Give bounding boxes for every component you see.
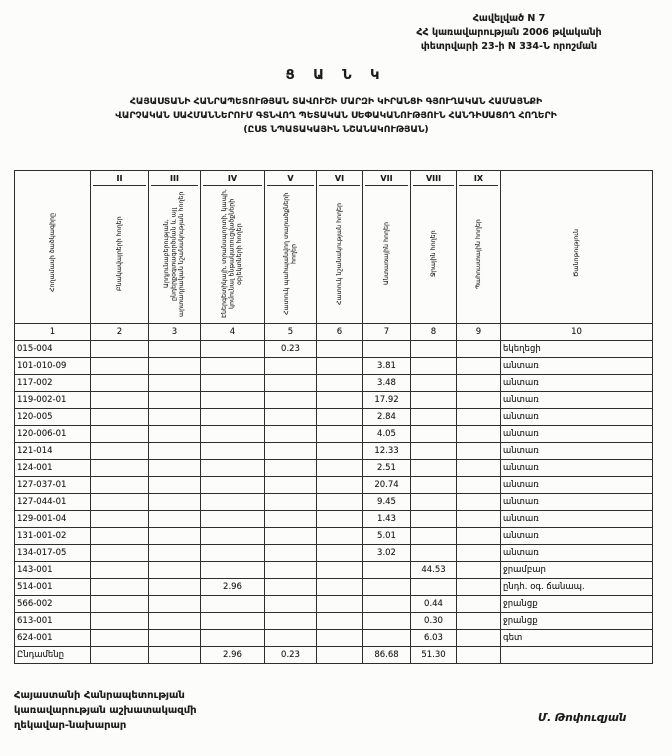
value-cell [91, 392, 149, 409]
value-cell [317, 443, 363, 460]
value-cell [317, 647, 363, 664]
table-row [15, 392, 653, 409]
total-row [15, 647, 653, 664]
appendix-line-1: Հավելված N 7 [472, 13, 546, 24]
note-cell: անտառ [501, 494, 653, 511]
table-row [15, 528, 653, 545]
value-cell [457, 494, 501, 511]
parcel-code: 119-002-01 [15, 392, 91, 409]
column-header-1 [15, 171, 91, 324]
value-cell [317, 596, 363, 613]
parcel-code: 127-037-01 [15, 477, 91, 494]
value-cell [411, 392, 457, 409]
value-cell: 0.44 [411, 596, 457, 613]
value-cell [201, 596, 265, 613]
value-cell [91, 426, 149, 443]
value-cell: 3.81 [363, 358, 411, 375]
value-cell [265, 596, 317, 613]
parcel-code: 613-001 [15, 613, 91, 630]
value-cell [363, 579, 411, 596]
value-cell: 12.33 [363, 443, 411, 460]
value-cell [149, 443, 201, 460]
value-cell [201, 494, 265, 511]
value-cell [265, 409, 317, 426]
column-number: 7 [363, 324, 411, 341]
value-cell [411, 341, 457, 358]
value-cell [149, 630, 201, 647]
value-cell [91, 409, 149, 426]
table-row [15, 579, 653, 596]
value-cell [411, 409, 457, 426]
value-cell [149, 613, 201, 630]
value-cell [317, 494, 363, 511]
table-row [15, 460, 653, 477]
value-cell [411, 443, 457, 460]
table-row [15, 511, 653, 528]
value-cell [201, 511, 265, 528]
value-cell: 86.68 [363, 647, 411, 664]
column-header-6 [317, 171, 363, 324]
value-cell [265, 443, 317, 460]
table-row [15, 409, 653, 426]
value-cell [457, 392, 501, 409]
note-cell: անտառ [501, 528, 653, 545]
value-cell [149, 647, 201, 664]
value-cell: 20.74 [363, 477, 411, 494]
value-cell [457, 596, 501, 613]
heading-line-3: (ԸՍՏ ՆՊԱՏԱԿԱՅԻՆ ՆՇԱՆԱԿՈՒԹՅԱՆ) [243, 123, 429, 135]
parcel-code: 143-001 [15, 562, 91, 579]
value-cell [265, 562, 317, 579]
value-cell [317, 460, 363, 477]
value-cell [91, 528, 149, 545]
footer-line-1: Հայաստանի Հանրապետության [14, 690, 185, 701]
column-header-2 [91, 171, 149, 324]
value-cell [457, 358, 501, 375]
rotated-header-text: Բնակավայրերի հողեր [115, 216, 123, 292]
value-cell [91, 562, 149, 579]
note-cell: ջրանցք [501, 613, 653, 630]
value-cell [363, 613, 411, 630]
roman-numeral [503, 172, 650, 185]
rotated-header-text: Ծանոթություն [572, 229, 580, 278]
table-row [15, 426, 653, 443]
parcel-code: 129-001-04 [15, 511, 91, 528]
value-cell [317, 562, 363, 579]
value-cell [201, 409, 265, 426]
heading-line-1: ՀԱՅԱՍՏԱՆԻ ՀԱՆՐԱՊԵՏՈՒԹՅԱՆ ՏԱՎՈՒՇԻ ՄԱՐԶԻ ԿԻՐԱՆՑԻ ԳՅՈՒՂԱԿԱՆ ՀԱՄԱՅՆՔԻ [129, 96, 543, 107]
note-cell: գետ [501, 630, 653, 647]
table-row [15, 494, 653, 511]
value-cell: 1.43 [363, 511, 411, 528]
note-cell: ջրանցք [501, 596, 653, 613]
value-cell [201, 528, 265, 545]
value-cell: 2.96 [201, 579, 265, 596]
value-cell [149, 358, 201, 375]
table-row [15, 477, 653, 494]
value-cell: 2.84 [363, 409, 411, 426]
note-cell [501, 647, 653, 664]
land-table [14, 170, 653, 664]
note-cell: անտառ [501, 443, 653, 460]
value-cell [265, 392, 317, 409]
value-cell [411, 375, 457, 392]
value-cell [265, 511, 317, 528]
value-cell [317, 426, 363, 443]
note-cell: ջրամբար [501, 562, 653, 579]
value-cell [411, 511, 457, 528]
value-cell: 4.05 [363, 426, 411, 443]
column-number: 3 [149, 324, 201, 341]
table-row [15, 545, 653, 562]
value-cell [201, 630, 265, 647]
value-cell [457, 341, 501, 358]
column-number: 6 [317, 324, 363, 341]
parcel-code: 514-001 [15, 579, 91, 596]
header-row [15, 171, 653, 324]
parcel-code: 101-010-09 [15, 358, 91, 375]
table-row [15, 443, 653, 460]
value-cell [201, 392, 265, 409]
table-row [15, 341, 653, 358]
value-cell [91, 358, 149, 375]
column-header-10 [501, 171, 653, 324]
parcel-code: 624-001 [15, 630, 91, 647]
total-label: Ընդամենը [15, 647, 91, 664]
parcel-code: 120-005 [15, 409, 91, 426]
note-cell: անտառ [501, 477, 653, 494]
parcel-code: 121-014 [15, 443, 91, 460]
value-cell [91, 477, 149, 494]
column-number: 10 [501, 324, 653, 341]
roman-numeral: IX [459, 172, 498, 186]
value-cell [149, 545, 201, 562]
note-cell: անտառ [501, 545, 653, 562]
roman-numeral: VII [365, 172, 408, 186]
value-cell [265, 460, 317, 477]
value-cell [265, 545, 317, 562]
value-cell [149, 341, 201, 358]
value-cell [201, 375, 265, 392]
footer-line-3: ղեկավար-նախարար [14, 720, 127, 731]
value-cell [149, 562, 201, 579]
value-cell [457, 630, 501, 647]
document-heading [18, 95, 654, 136]
column-number: 9 [457, 324, 501, 341]
value-cell: 0.30 [411, 613, 457, 630]
value-cell: 5.01 [363, 528, 411, 545]
value-cell [91, 460, 149, 477]
note-cell: եկեղեցի [501, 341, 653, 358]
value-cell [317, 375, 363, 392]
column-header-5 [265, 171, 317, 324]
table-row [15, 562, 653, 579]
value-cell [317, 392, 363, 409]
list-title: Ց Ա Ն Կ [285, 68, 387, 83]
column-number: 2 [91, 324, 149, 341]
note-cell: անտառ [501, 511, 653, 528]
value-cell [363, 596, 411, 613]
value-cell [149, 579, 201, 596]
value-cell [201, 545, 265, 562]
value-cell: 0.23 [265, 647, 317, 664]
table-row [15, 596, 653, 613]
column-number: 1 [15, 324, 91, 341]
value-cell: 3.02 [363, 545, 411, 562]
table-row [15, 375, 653, 392]
value-cell [91, 494, 149, 511]
value-cell [265, 630, 317, 647]
value-cell [91, 443, 149, 460]
value-cell: 3.48 [363, 375, 411, 392]
value-cell [411, 528, 457, 545]
parcel-code: 134-017-05 [15, 545, 91, 562]
value-cell [457, 426, 501, 443]
parcel-code: 015-004 [15, 341, 91, 358]
value-cell [91, 579, 149, 596]
value-cell [201, 460, 265, 477]
value-cell [91, 647, 149, 664]
value-cell [411, 494, 457, 511]
value-cell [457, 409, 501, 426]
value-cell: 9.45 [363, 494, 411, 511]
value-cell [149, 426, 201, 443]
value-cell [363, 341, 411, 358]
value-cell [457, 545, 501, 562]
value-cell [91, 545, 149, 562]
value-cell [317, 579, 363, 596]
value-cell [91, 375, 149, 392]
appendix-line-3: փետրվարի 23-ի N 334-Ն որոշման [420, 40, 598, 52]
parcel-code: 124-001 [15, 460, 91, 477]
value-cell [457, 477, 501, 494]
value-cell [149, 494, 201, 511]
value-cell [411, 460, 457, 477]
rotated-header-text: Հատուկ նշանակության հողեր [335, 202, 343, 306]
note-cell: անտառ [501, 426, 653, 443]
value-cell [201, 443, 265, 460]
column-header-7 [363, 171, 411, 324]
value-cell [317, 613, 363, 630]
value-cell [91, 613, 149, 630]
value-cell: 2.51 [363, 460, 411, 477]
table-row [15, 358, 653, 375]
value-cell [317, 477, 363, 494]
value-cell [91, 596, 149, 613]
footer-signatory-title [14, 688, 197, 733]
column-number-row [15, 324, 653, 341]
value-cell [317, 545, 363, 562]
value-cell [265, 613, 317, 630]
value-cell [149, 392, 201, 409]
note-cell: ընդհ. օգ. ճանապ. [501, 579, 653, 596]
value-cell [317, 341, 363, 358]
value-cell [201, 358, 265, 375]
value-cell [149, 409, 201, 426]
note-cell: անտառ [501, 392, 653, 409]
rotated-header-text: Էներգետիկայի, տրանսպորտի, կապի, կոմունալ ենթակառուցվածքների օբյեկտների հողեր [221, 189, 244, 319]
roman-numeral: III [151, 172, 198, 186]
value-cell [201, 426, 265, 443]
value-cell [457, 528, 501, 545]
rotated-header-text: Հողամասի ծածկագիրը [48, 213, 56, 293]
roman-numeral: VIII [413, 172, 454, 186]
appendix-block [384, 12, 634, 53]
value-cell [363, 630, 411, 647]
note-cell: անտառ [501, 358, 653, 375]
value-cell [317, 630, 363, 647]
value-cell [149, 511, 201, 528]
value-cell [457, 647, 501, 664]
column-number: 5 [265, 324, 317, 341]
value-cell [91, 511, 149, 528]
column-header-8 [411, 171, 457, 324]
note-cell: անտառ [501, 375, 653, 392]
value-cell [265, 426, 317, 443]
value-cell [457, 375, 501, 392]
value-cell [317, 409, 363, 426]
note-cell: անտառ [501, 460, 653, 477]
value-cell [411, 545, 457, 562]
value-cell [457, 511, 501, 528]
footer-line-2: կառավարության աշխատակազմի [14, 705, 197, 716]
value-cell [149, 596, 201, 613]
value-cell [265, 579, 317, 596]
rotated-header-text: Հատուկ պահպանվող տարածքների հողեր [282, 192, 298, 316]
rotated-header-text: Պահուստային հողեր [474, 219, 482, 289]
value-cell [457, 460, 501, 477]
parcel-code: 120-006-01 [15, 426, 91, 443]
value-cell: 2.96 [201, 647, 265, 664]
value-cell [265, 375, 317, 392]
value-cell [411, 426, 457, 443]
value-cell: 6.03 [411, 630, 457, 647]
roman-numeral: VI [319, 172, 360, 186]
note-cell: անտառ [501, 409, 653, 426]
table-row [15, 613, 653, 630]
value-cell [91, 341, 149, 358]
value-cell [149, 477, 201, 494]
value-cell [457, 562, 501, 579]
roman-numeral: V [267, 172, 314, 186]
rotated-header-text: Արդյունաբերության, ընդերքօգտագործման և այլ արտադրական նշանակության հողեր [163, 191, 186, 317]
value-cell: 17.92 [363, 392, 411, 409]
value-cell [457, 443, 501, 460]
value-cell [201, 613, 265, 630]
value-cell [91, 630, 149, 647]
value-cell: 44.53 [411, 562, 457, 579]
signature-name: Մ. Թոփուզյան [538, 712, 627, 724]
value-cell: 0.23 [265, 341, 317, 358]
rotated-header-text: Անտառային հողեր [382, 222, 390, 286]
value-cell [149, 375, 201, 392]
value-cell [265, 477, 317, 494]
roman-numeral: II [93, 172, 146, 186]
rotated-header-text: Ջրային հողեր [429, 230, 437, 278]
parcel-code: 127-044-01 [15, 494, 91, 511]
value-cell [363, 562, 411, 579]
value-cell: 51.30 [411, 647, 457, 664]
value-cell [411, 477, 457, 494]
value-cell [265, 358, 317, 375]
value-cell [411, 579, 457, 596]
column-header-3 [149, 171, 201, 324]
value-cell [149, 528, 201, 545]
parcel-code: 117-002 [15, 375, 91, 392]
column-number: 4 [201, 324, 265, 341]
table-row [15, 630, 653, 647]
column-number: 8 [411, 324, 457, 341]
value-cell [201, 341, 265, 358]
value-cell [149, 460, 201, 477]
value-cell [265, 528, 317, 545]
appendix-line-2: ՀՀ կառավարության 2006 թվականի [416, 26, 602, 38]
value-cell [411, 358, 457, 375]
value-cell [265, 494, 317, 511]
value-cell [457, 613, 501, 630]
value-cell [317, 528, 363, 545]
value-cell [457, 579, 501, 596]
value-cell [201, 562, 265, 579]
value-cell [317, 511, 363, 528]
column-header-4 [201, 171, 265, 324]
roman-numeral [17, 172, 88, 185]
parcel-code: 131-001-02 [15, 528, 91, 545]
value-cell [317, 358, 363, 375]
heading-line-2: ՎԱՐՉԱԿԱՆ ՍԱՀՄԱՆՆԵՐՈՒՄ ԳՏՆՎՈՂ ՊԵՏԱԿԱՆ ՍԵՓԱԿԱՆՈՒԹՅՈՒՆ ՀԱՆԴԻՍԱՑՈՂ ՀՈՂԵՐԻ [115, 109, 557, 121]
value-cell [201, 477, 265, 494]
parcel-code: 566-002 [15, 596, 91, 613]
roman-numeral: IV [203, 172, 262, 186]
column-header-9 [457, 171, 501, 324]
